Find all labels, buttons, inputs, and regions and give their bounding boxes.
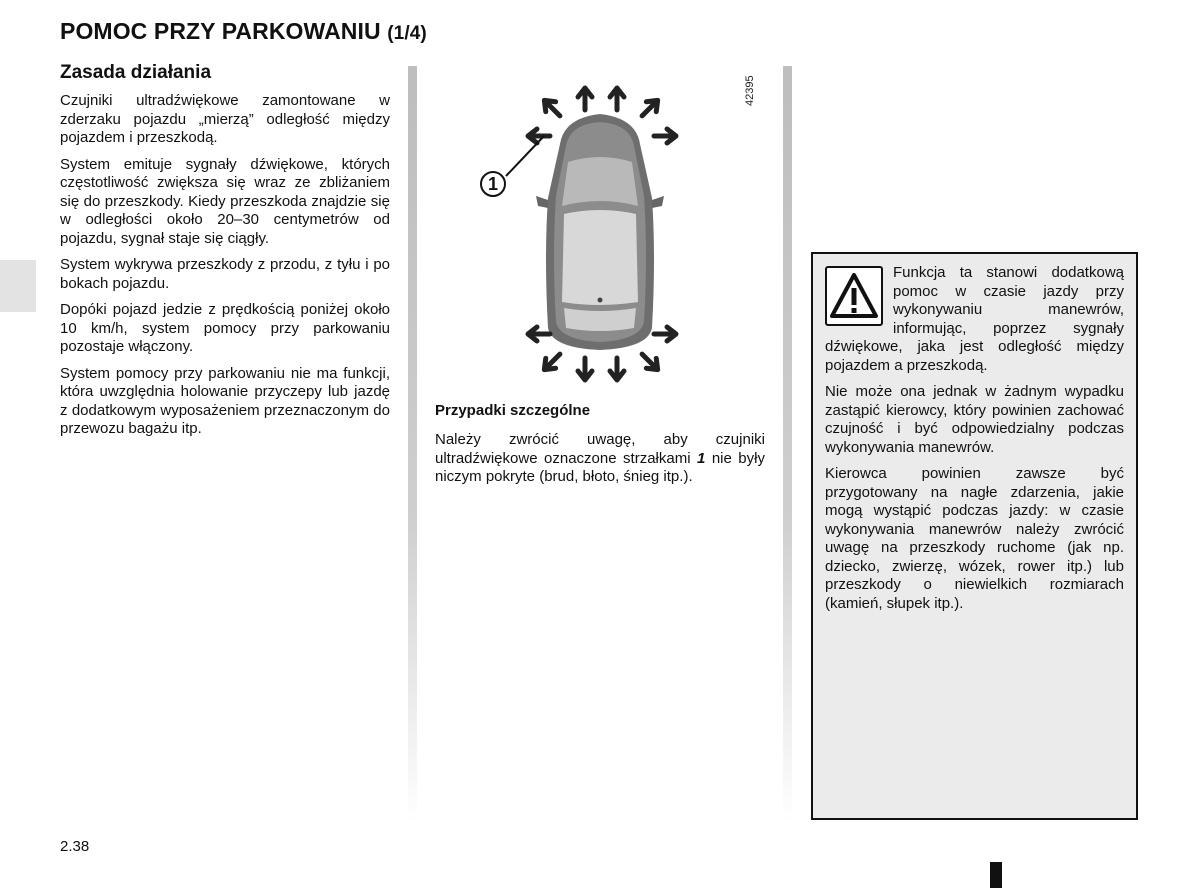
left-column [60, 62, 390, 447]
page-title-text: POMOC PRZY PARKOWANIU [60, 18, 381, 44]
paragraph-4: Dopóki pojazd jedzie z prędkością poniżej około 10 km/h, system pomocy przy parkowaniu pozostaje włączony. [60, 301, 390, 355]
page-part: (1/4) [387, 23, 427, 44]
warning-paragraph-2: Nie może ona jednak w żadnym wypadku zastąpić kierowcy, który powinien zachować czujność i być odpowiedzialny podczas wykonywania manewrów. [825, 383, 1124, 456]
page-number: 2.38 [60, 838, 90, 855]
special-cases-heading: Przypadki szczególne [435, 402, 591, 419]
car-illustration [430, 66, 770, 396]
chapter-tab-marker [0, 260, 36, 312]
page-corner-marker [990, 862, 1002, 888]
paragraph-1: Czujniki ultradźwiękowe zamontowane w zderzaku pojazdu „mierzą” odległość między pojazdem i przeszkodą. [60, 92, 390, 146]
text-after: nie były niczym pokryte (brud, błoto, śnieg itp.). [435, 449, 765, 485]
column-divider-left [408, 66, 417, 822]
page-title [60, 18, 427, 45]
sensor-ref: 1 [697, 449, 706, 467]
warning-paragraph-3: Kierowca powinien zawsze być przygotowany na nagłe zdarzenia, jakie mogą wystąpić podczas jazdy: w czasie wykonywania manewrów należy zwrócić uwagę na przeszkody ruchome (jak np. dziecko, zwierzę, wózek, rower itp.) lub przeszkody o niewielkich rozmiarach (kamień, słupek itp.). [825, 465, 1124, 612]
middle-column [435, 402, 765, 487]
warning-triangle-icon [825, 266, 883, 326]
illustration-number: 42395 [744, 75, 756, 106]
warning-paragraph-1: Funkcja ta stanowi dodatkową pomoc w czasie jazdy przy wykonywaniu manewrów, informując, poprzez sygnały dźwiękowe, jaka jest odległość między pojazdem a przeszkodą. [825, 264, 1124, 374]
section-heading: Zasada działania [60, 62, 212, 83]
paragraph-3: System wykrywa przeszkody z przodu, z tyłu i po bokach pojazdu. [60, 256, 390, 292]
warning-box [811, 252, 1138, 820]
text-before: Należy zwrócić uwagę, aby czujniki ultradźwiękowe oznaczone strzałkami [435, 431, 765, 467]
callout-label: 1 [487, 174, 499, 194]
column-divider-right [783, 66, 792, 822]
paragraph-2: System emituje sygnały dźwiękowe, których częstotliwość zwiększa się wraz ze zbliżaniem się do przeszkody. Kiedy przeszkoda znajdzie się w odległości około 20–30 centymetrów od pojazdu, sygnał staje się ciągły. [60, 155, 390, 247]
paragraph-5: System pomocy przy parkowaniu nie ma funkcji, która uwzględnia holowanie przyczepy lub jazdę z dodatkowym wyposażeniem przeznaczonym do przewozu bagażu itp. [60, 364, 390, 437]
car-top-view-icon [430, 66, 770, 396]
special-cases-text [435, 431, 765, 487]
